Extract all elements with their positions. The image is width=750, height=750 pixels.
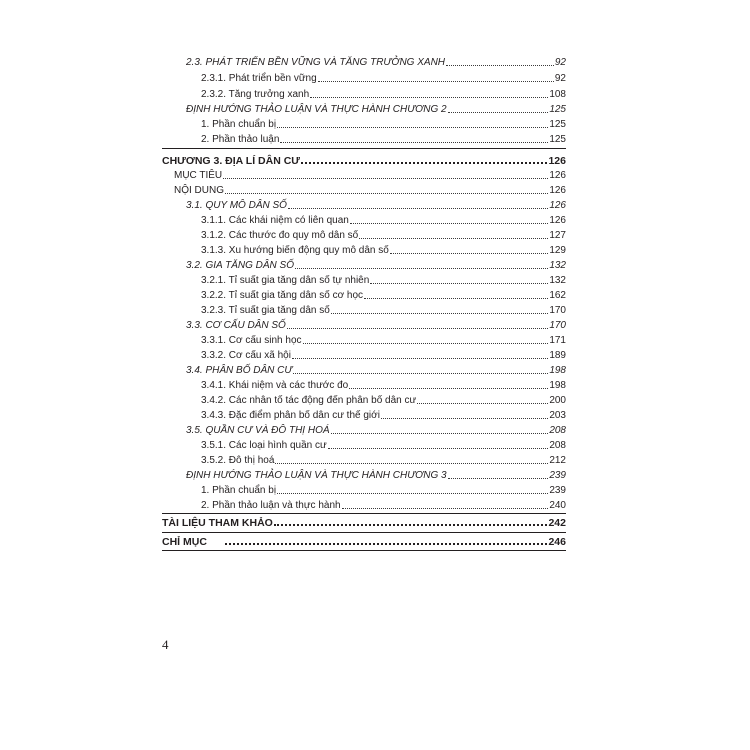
toc-entry-page: 246 [548,536,566,548]
toc-entry-label: 3.1.2. Các thước đo quy mô dân số [201,230,359,241]
leader-dots [292,358,548,359]
toc-entry-page: 126 [549,215,566,226]
toc-entry-label: 3.2. GIA TĂNG DÂN SỐ [186,260,294,271]
toc-entry-references[interactable] [162,514,566,529]
toc-entry-label: 3.5.1. Các loại hình quần cư [201,440,327,451]
leader-dots [359,238,548,239]
toc-entry-index[interactable] [162,533,566,548]
toc-entry[interactable] [201,347,566,362]
toc-entry-label: 2. Phần thảo luận [201,134,280,145]
toc-entry-label: NỘI DUNG [174,185,224,196]
toc-entry[interactable] [186,197,566,212]
toc-entry-page: 132 [549,275,566,286]
leader-dots [364,298,548,299]
leader-dots [293,373,548,374]
toc-entry-label: 1. Phần chuẩn bị [201,485,277,496]
toc-entry-page: 203 [549,410,566,421]
toc-entry-label: 3.3. CƠ CẤU DÂN SỐ [186,320,286,331]
toc-entry-chapter[interactable] [162,152,566,167]
toc-entry[interactable] [186,422,566,437]
leader-dots [318,81,554,82]
leader-dots [370,283,548,284]
toc-entry[interactable] [186,317,566,332]
toc-entry[interactable] [174,182,566,197]
toc-entry-page: 242 [548,517,566,529]
toc-entry-label: 3.3.1. Cơ cấu sinh học [201,335,302,346]
toc-entry[interactable] [186,257,566,272]
toc-entry-page: 125 [549,119,566,130]
toc-entry-label: MỤC TIÊU [174,170,223,181]
toc-entry-page: 126 [549,200,566,211]
toc-entry[interactable] [201,302,566,317]
toc-entry[interactable] [201,131,566,146]
leader-dots [328,448,549,449]
leader-dots [225,193,548,194]
toc-entry-page: 200 [549,395,566,406]
toc-entry-page: 240 [549,500,566,511]
toc-entry[interactable] [201,86,566,101]
toc-entry-label: 3.1. QUY MÔ DÂN SỐ [186,200,287,211]
toc-entry-label: 3.4. PHÂN BỐ DÂN CƯ [186,365,293,376]
toc-entry[interactable] [201,242,566,257]
toc-entry-label: CHỈ MỤC [162,536,207,548]
toc-entry-page: 125 [549,134,566,145]
toc-entry-page: 125 [549,104,566,115]
page-number: 4 [162,637,169,652]
toc-entry[interactable] [201,70,566,85]
toc-entry[interactable] [201,452,566,467]
toc-entry[interactable] [201,377,566,392]
toc-entry-page: 208 [549,440,566,451]
toc-entry-page: 198 [549,380,566,391]
leader-dots [277,127,548,128]
toc-entry[interactable] [186,467,566,482]
toc-entry-label: 3.5.2. Đô thị hoá [201,455,275,466]
toc-entry-page: 126 [549,185,566,196]
leader-dots [225,543,548,545]
toc-entry-page: 198 [549,365,566,376]
toc-entry-label: 3.2.3. Tỉ suất gia tăng dân số [201,305,330,316]
leader-dots [223,178,548,179]
leader-dots [301,162,547,164]
toc-entry-label: 3.1.1. Các khái niệm có liên quan [201,215,349,226]
leader-dots [331,313,549,314]
toc-entry[interactable] [201,482,566,497]
toc-entry[interactable] [186,54,566,69]
leader-dots [275,463,548,464]
toc-entry-page: 239 [549,485,566,496]
leader-dots [310,97,548,98]
toc-entry-label: CHƯƠNG 3. ĐỊA LÍ DÂN CƯ [162,155,300,167]
toc-entry[interactable] [186,101,566,116]
toc-entry-page: 170 [549,305,566,316]
toc-entry-label: 3.4.3. Đặc điểm phân bố dân cư thế giới [201,410,380,421]
section-divider [162,148,566,149]
toc-entry-label: 1. Phần chuẩn bị [201,119,277,130]
leader-dots [350,223,548,224]
toc-entry-page: 92 [554,73,566,84]
leader-dots [280,142,548,143]
leader-dots [274,524,548,526]
toc-entry-label: 3.4.1. Khái niệm và các thước đo [201,380,349,391]
toc-entry[interactable] [201,392,566,407]
toc-entry-label: 2.3.2. Tăng trưởng xanh [201,89,310,100]
toc-entry[interactable] [174,167,566,182]
leader-dots [287,328,549,329]
toc-entry[interactable] [201,497,566,512]
toc-entry-label: 3.2.2. Tỉ suất gia tăng dân số cơ học [201,290,364,301]
toc-entry-label: 3.4.2. Các nhân tố tác động đến phân bố dân cư [201,395,417,406]
toc-entry-page: 212 [549,455,566,466]
leader-dots [390,253,548,254]
leader-dots [277,493,548,494]
leader-dots [448,478,549,479]
toc-entry-label: 2. Phần thảo luận và thực hành [201,500,341,511]
toc-entry-page: 92 [554,57,566,68]
toc-entry-page: 126 [548,155,566,167]
toc-entry-label: TÀI LIỆU THAM KHẢO [162,517,273,529]
toc-entry-page: 129 [549,245,566,256]
toc-entry-label: 2.3. PHÁT TRIỂN BỀN VỮNG VÀ TĂNG TRƯỞNG XANH [186,57,446,68]
toc-entry[interactable] [201,116,566,131]
toc-entry-label: 3.5. QUẦN CƯ VÀ ĐÔ THỊ HOÁ [186,425,330,436]
toc-entry[interactable] [201,332,566,347]
leader-dots [288,208,548,209]
section-divider [162,550,566,551]
toc-entry-label: 3.1.3. Xu hướng biến động quy mô dân số [201,245,389,256]
leader-dots [349,388,548,389]
toc-entry-label: 3.3.2. Cơ cấu xã hội [201,350,291,361]
leader-dots [446,65,554,66]
toc-entry-page: 126 [549,170,566,181]
toc-entry[interactable] [186,362,566,377]
toc-entry-page: 170 [549,320,566,331]
leader-dots [303,343,549,344]
toc-entry-page: 171 [549,335,566,346]
leader-dots [331,433,549,434]
toc-entry-label: 3.2.1. Tỉ suất gia tăng dân số tự nhiên [201,275,370,286]
toc-entry-page: 208 [549,425,566,436]
toc-entry-label: ĐỊNH HƯỚNG THẢO LUẬN VÀ THỰC HÀNH CHƯƠNG 3 [186,470,447,481]
toc-entry[interactable] [201,272,566,287]
toc-entry[interactable] [201,227,566,242]
toc-entry-label: 2.3.1. Phát triển bền vững [201,73,317,84]
toc-entry-page: 189 [549,350,566,361]
leader-dots [342,508,549,509]
leader-dots [295,268,548,269]
toc-entry-page: 108 [549,89,566,100]
toc-entry[interactable] [201,287,566,302]
toc-entry-page: 239 [549,470,566,481]
toc-entry-page: 162 [549,290,566,301]
toc-entry[interactable] [201,212,566,227]
toc-entry-page: 127 [549,230,566,241]
toc-entry[interactable] [201,407,566,422]
toc-entry-page: 132 [549,260,566,271]
leader-dots [448,112,549,113]
leader-dots [417,403,548,404]
toc-entry-label: ĐỊNH HƯỚNG THẢO LUẬN VÀ THỰC HÀNH CHƯƠNG 2 [186,104,447,115]
toc-entry[interactable] [201,437,566,452]
leader-dots [381,418,548,419]
